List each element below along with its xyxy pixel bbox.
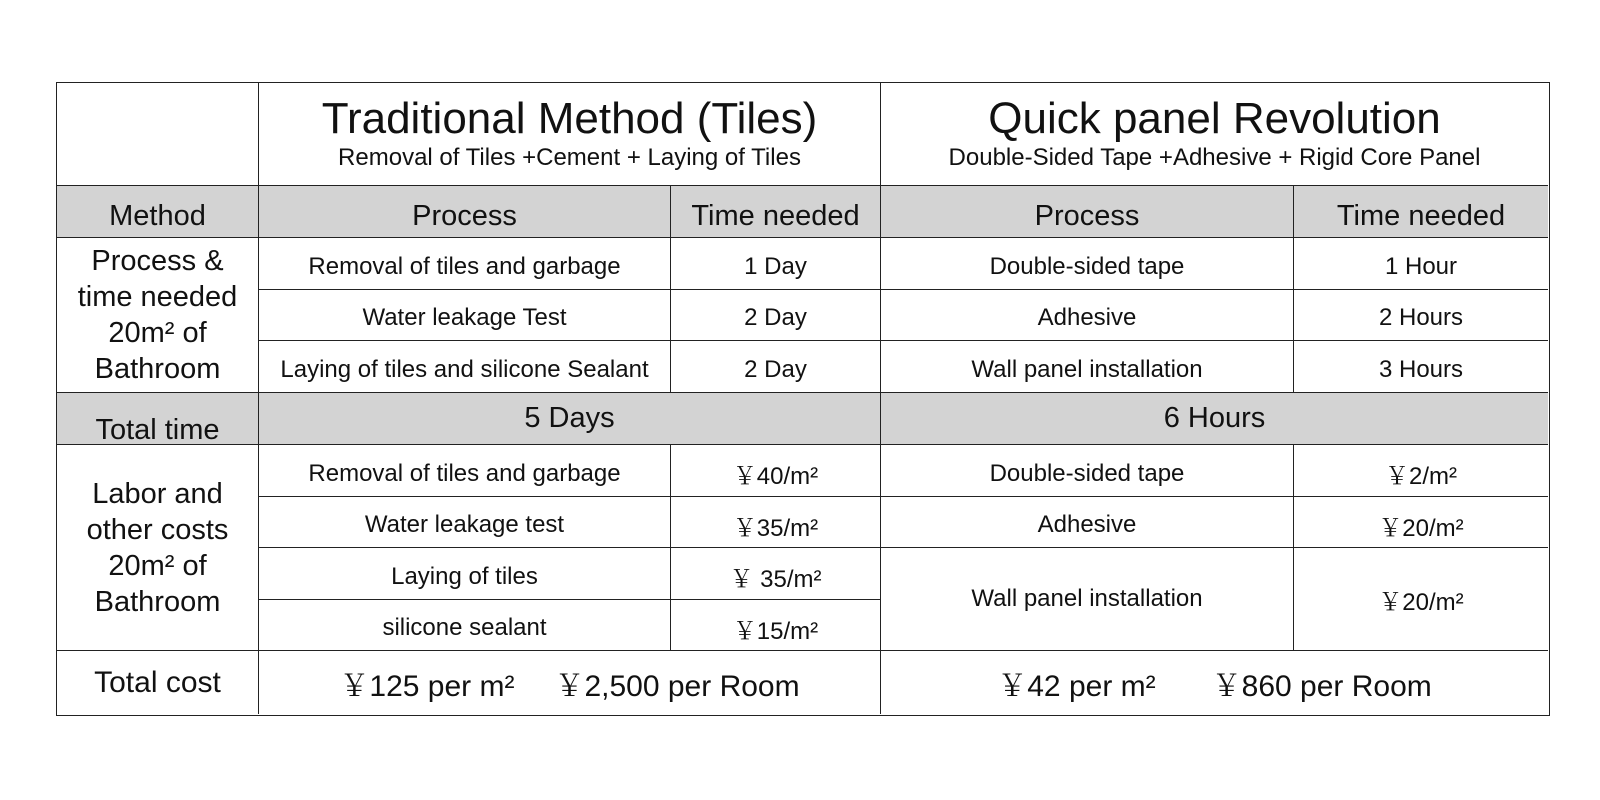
quick-cost-value: ￥20/m² <box>1294 497 1548 548</box>
traditional-process-item: Laying of tiles and silicone Sealant <box>259 341 671 393</box>
total-cost-label: Total cost <box>57 651 259 714</box>
traditional-process-time: 2 Day <box>671 290 881 341</box>
traditional-method-header <box>259 83 881 186</box>
quick-cost-per-room: ￥860 per Room <box>1211 669 1432 703</box>
quick-cost-item: Wall panel installation <box>881 548 1294 651</box>
traditional-cost-item: Laying of tiles <box>259 548 671 600</box>
traditional-process-header: Process <box>259 186 671 238</box>
quick-cost-item: Adhesive <box>881 497 1294 548</box>
quick-cost-value: ￥20/m² <box>1294 548 1548 651</box>
quick-process-time: 3 Hours <box>1294 341 1548 393</box>
traditional-method-subtitle: Removal of Tiles +Cement + Laying of Tiles <box>338 144 801 171</box>
traditional-process-item: Removal of tiles and garbage <box>259 238 671 290</box>
traditional-process-time: 1 Day <box>671 238 881 290</box>
quick-total-time: 6 Hours <box>881 393 1548 445</box>
quick-process-item: Double-sided tape <box>881 238 1294 290</box>
total-time-label: Total time <box>57 393 259 445</box>
method-column-header: Method <box>57 186 259 238</box>
cost-section-label: Labor and other costs 20m² of Bathroom <box>57 445 259 651</box>
quick-process-item: Wall panel installation <box>881 341 1294 393</box>
quick-panel-header <box>881 83 1548 186</box>
traditional-cost-per-m2: ￥125 per m² <box>339 669 515 703</box>
quick-panel-title: Quick panel Revolution <box>988 94 1441 143</box>
traditional-cost-value: ￥35/m² <box>671 497 881 548</box>
quick-cost-per-m2: ￥42 per m² <box>997 669 1156 703</box>
quick-process-header: Process <box>881 186 1294 238</box>
traditional-cost-value: ￥ 35/m² <box>671 548 881 600</box>
quick-panel-subtitle: Double-Sided Tape +Adhesive + Rigid Core Panel <box>948 144 1481 171</box>
traditional-total-time: 5 Days <box>259 393 881 445</box>
traditional-cost-value: ￥40/m² <box>671 445 881 497</box>
quick-process-time: 2 Hours <box>1294 290 1548 341</box>
quick-total-cost <box>881 651 1548 714</box>
quick-process-time: 1 Hour <box>1294 238 1548 290</box>
traditional-method-title: Traditional Method (Tiles) <box>321 94 818 143</box>
header-empty-cell <box>57 83 259 186</box>
traditional-cost-item: Water leakage test <box>259 497 671 548</box>
traditional-cost-item: Removal of tiles and garbage <box>259 445 671 497</box>
traditional-total-cost <box>259 651 881 714</box>
traditional-cost-value: ￥15/m² <box>671 600 881 651</box>
quick-process-item: Adhesive <box>881 290 1294 341</box>
traditional-cost-item: silicone sealant <box>259 600 671 651</box>
quick-cost-item: Double-sided tape <box>881 445 1294 497</box>
process-section-label: Process & time needed 20m² of Bathroom <box>57 238 259 393</box>
quick-time-header: Time needed <box>1294 186 1548 238</box>
comparison-table <box>56 82 1550 716</box>
traditional-cost-per-room: ￥2,500 per Room <box>554 669 800 703</box>
traditional-process-time: 2 Day <box>671 341 881 393</box>
traditional-process-item: Water leakage Test <box>259 290 671 341</box>
quick-cost-value: ￥2/m² <box>1294 445 1548 497</box>
traditional-time-header: Time needed <box>671 186 881 238</box>
